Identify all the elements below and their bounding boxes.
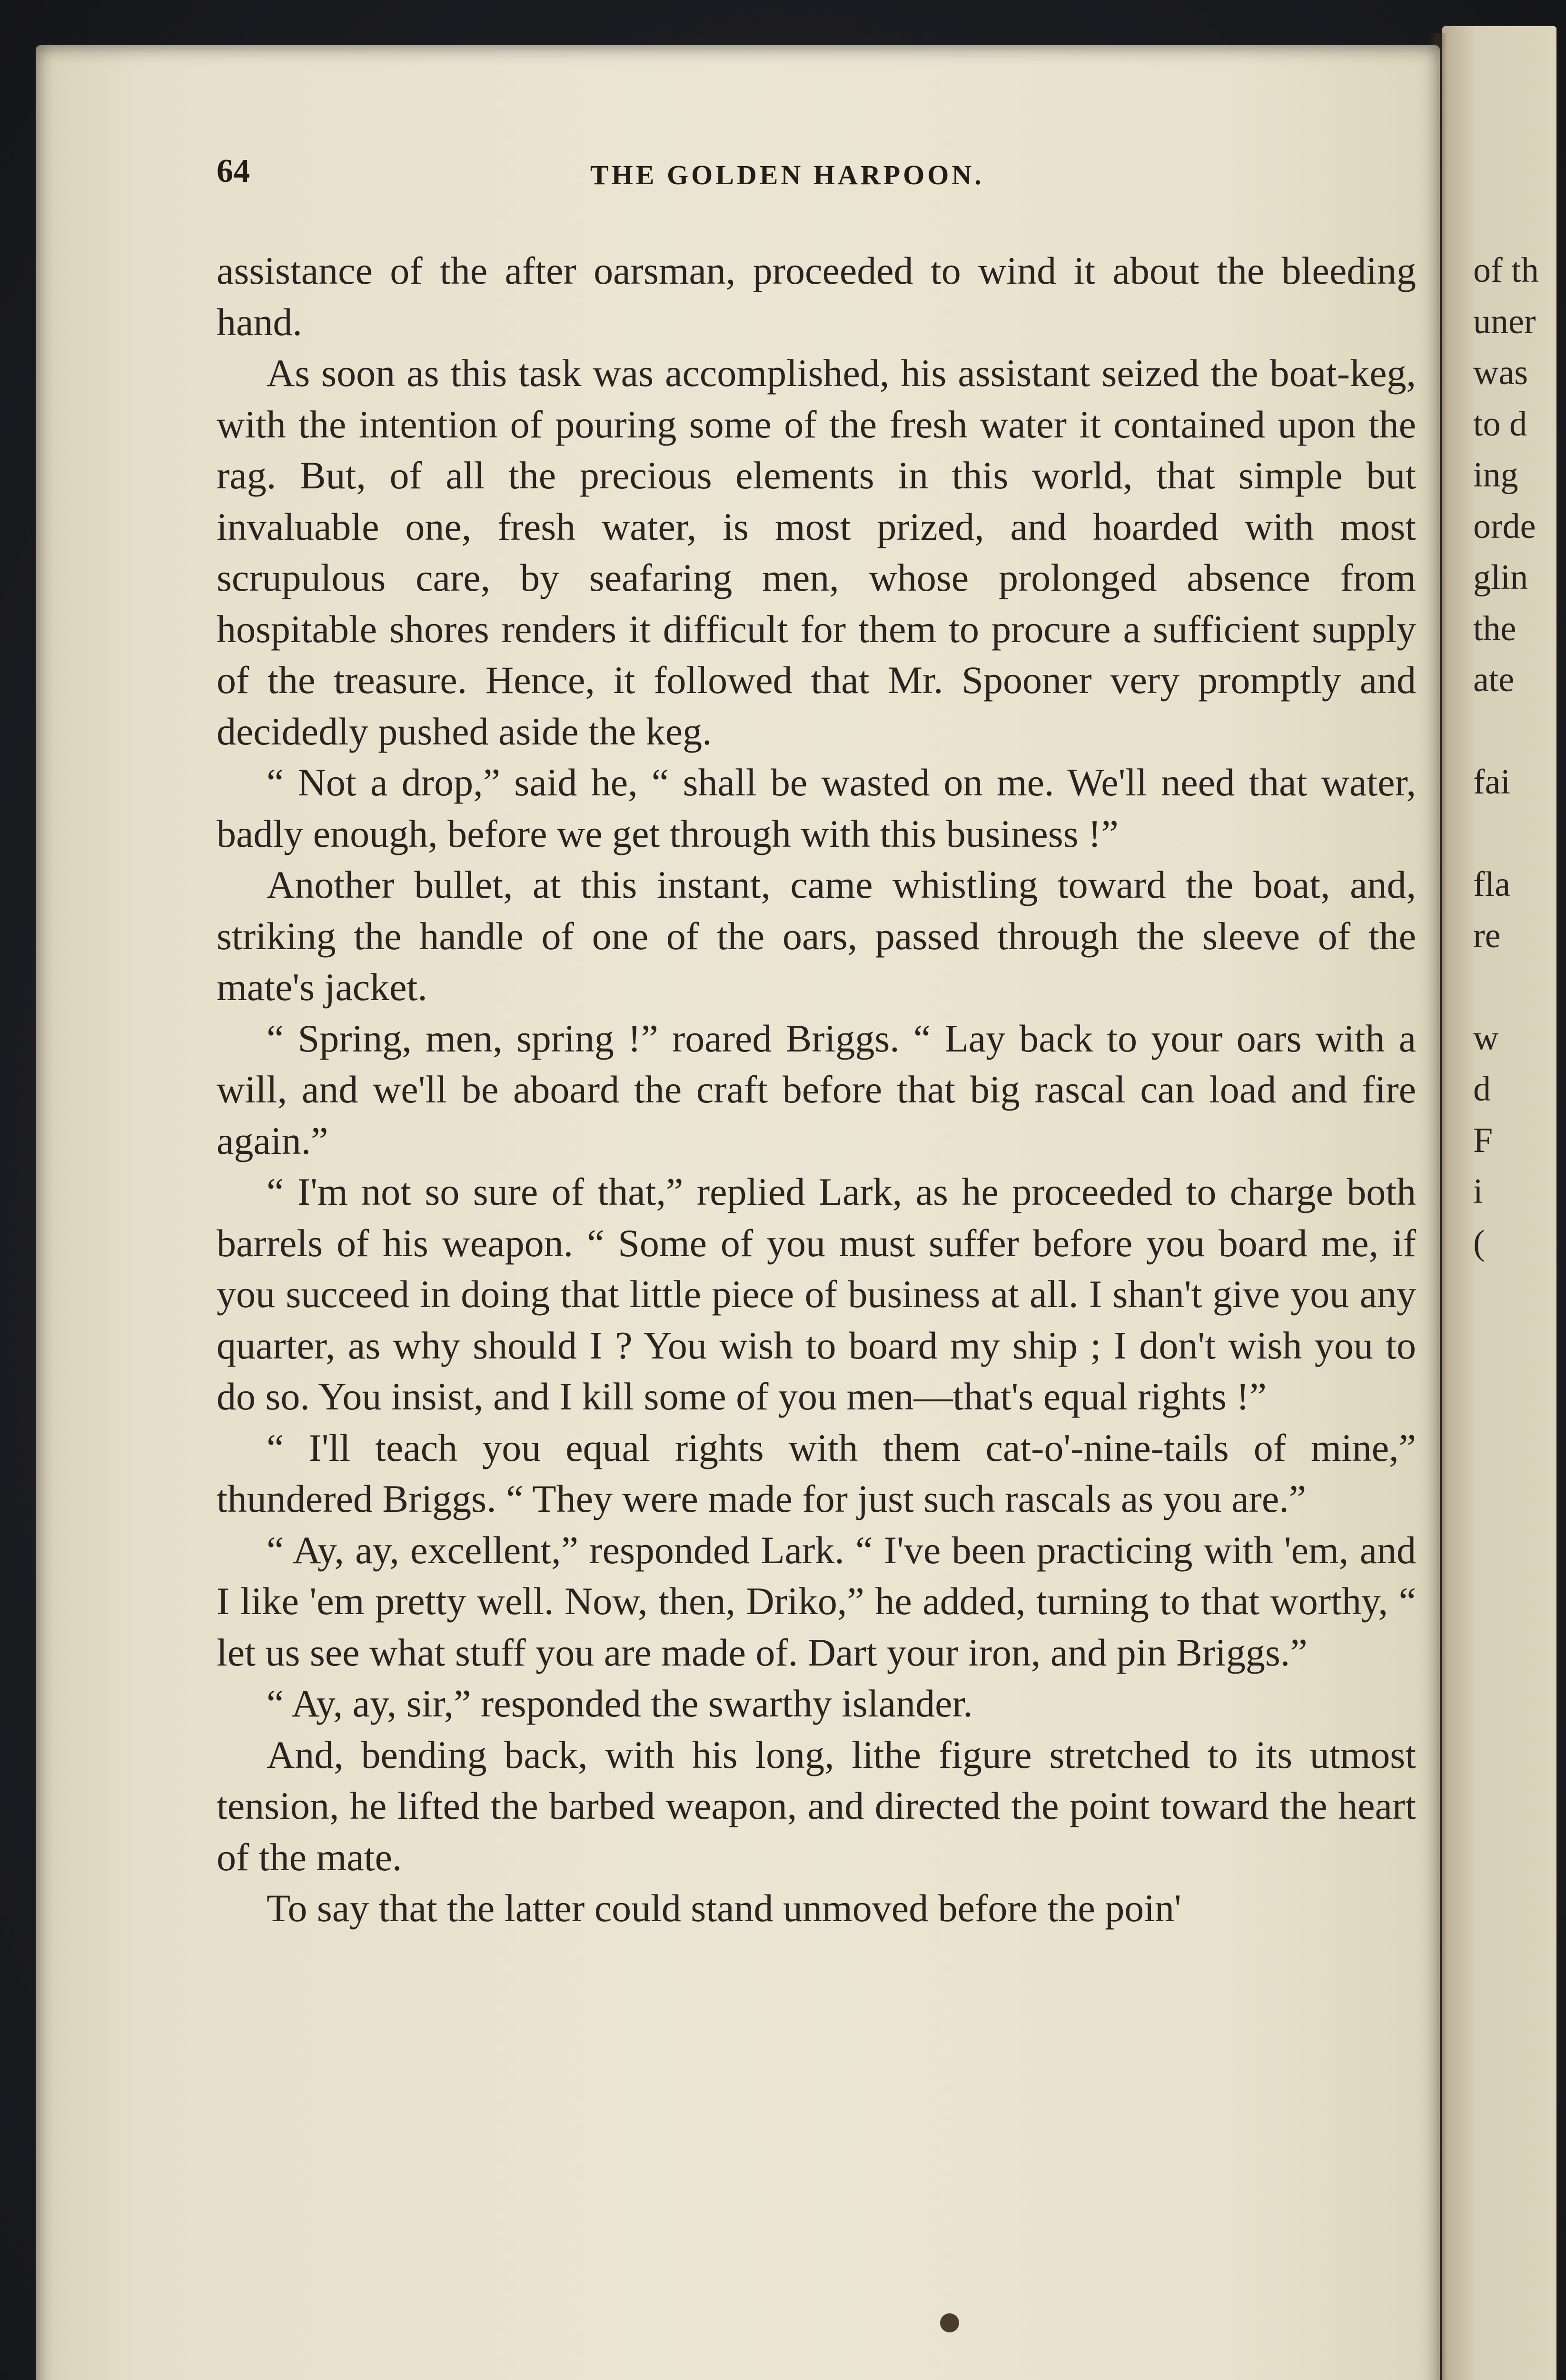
facing-page-line-fragment xyxy=(1473,2241,1554,2292)
facing-page-line-fragment xyxy=(1473,1269,1554,1320)
facing-page-line-fragment xyxy=(1473,1576,1554,1627)
facing-page-line-fragment xyxy=(1473,1934,1554,1985)
facing-page-line-fragment: fai xyxy=(1473,763,1511,802)
facing-page-line-fragment: F xyxy=(1473,1121,1493,1160)
facing-page-line-fragment xyxy=(1473,1525,1554,1576)
facing-page-line-fragment xyxy=(1473,2343,1554,2380)
paragraph: assistance of the after oarsman, proceeded to wind it about the bleeding hand. xyxy=(217,249,1416,344)
facing-page-line-fragment: of th xyxy=(1473,251,1539,290)
facing-page-line-fragment xyxy=(1473,2036,1554,2088)
facing-page-line-fragment: d xyxy=(1473,1070,1491,1109)
facing-page-line-fragment: fla xyxy=(1473,865,1511,904)
facing-page-line-fragment xyxy=(1473,2139,1554,2190)
facing-page-line-fragment: i xyxy=(1473,1172,1483,1211)
facing-page-line-fragment xyxy=(1473,1678,1554,1729)
facing-page-line-fragment xyxy=(1473,808,1554,860)
facing-page-text-fragments xyxy=(1473,245,1554,2380)
paragraph: “ I'm not so sure of that,” replied Lark, as he proceeded to charge both barrels of his weapon. “ Some of you must suffer before you board me, if you succeed in doing that little piece of business at all. I shan't give you any quarter, as why should I ? You wish to board my ship ; I don't wish you to do so. You insist, and I kill some of you men—that's equal rights !” xyxy=(217,1170,1416,1418)
facing-page-line-fragment xyxy=(1473,1729,1554,1781)
facing-page-line-fragment: ing xyxy=(1473,456,1518,495)
facing-page-line-fragment xyxy=(1473,1985,1554,2036)
paragraph: “ Spring, men, spring !” roared Briggs. “ Lay back to your oars with a will, and we'll be aboard the craft before that big rascal can load and fire again.” xyxy=(217,1016,1416,1162)
page-ornament-dot xyxy=(940,2313,959,2332)
facing-page-line-fragment xyxy=(1473,706,1554,757)
paragraph: “ Ay, ay, excellent,” responded Lark. “ I've been practicing with 'em, and I like 'em pretty well. Now, then, Driko,” he added, turning to that worthy, “ let us see what stuff you are made of. Dart your iron, and pin Briggs.” xyxy=(217,1528,1416,1674)
body-text xyxy=(217,245,1416,1934)
facing-page-line-fragment: w xyxy=(1473,1018,1499,1058)
facing-page-line-fragment xyxy=(1473,2292,1554,2343)
facing-page-line-fragment: uner xyxy=(1473,302,1536,341)
facing-page-line-fragment: glin xyxy=(1473,558,1528,597)
paragraph: To say that the latter could stand unmoved before the poin' xyxy=(267,1886,1181,1930)
facing-page-line-fragment xyxy=(1473,1883,1554,1934)
facing-page-line-fragment: to d xyxy=(1473,404,1527,444)
paragraph: “ Ay, ay, sir,” responded the swarthy islander. xyxy=(267,1682,973,1725)
facing-page-line-fragment xyxy=(1473,1320,1554,1371)
facing-page-line-fragment: the xyxy=(1473,609,1516,648)
paragraph: As soon as this task was accomplished, his assistant seized the boat-keg, with the intention of pouring some of the fresh water it contained upon the rag. But, of all the precious elements in this world, that simple but invaluable one, fresh water, is most prized, and hoarded with most scrupulous care, by seafaring men, whose prolonged absence from hospitable shores renders it difficult for them to procure a sufficient supply of the treasure. Hence, it followed that Mr. Spooner very promptly and decidedly pushed aside the keg. xyxy=(217,351,1416,753)
facing-page-line-fragment xyxy=(1473,962,1554,1013)
running-title: THE GOLDEN HARPOON. xyxy=(590,159,984,190)
facing-page-line-fragment xyxy=(1473,2190,1554,2241)
facing-page-line-fragment: re xyxy=(1473,916,1501,955)
facing-page-line-fragment: ( xyxy=(1473,1223,1485,1262)
facing-page-line-fragment: ate xyxy=(1473,660,1515,699)
facing-page-line-fragment xyxy=(1473,1627,1554,1678)
paragraph: Another bullet, at this instant, came whistling toward the boat, and, striking the handle of one of the oars, passed through the sleeve of the mate's jacket. xyxy=(217,863,1416,1009)
paragraph: And, bending back, with his long, lithe figure stretched to its utmost tension, he lifted the barbed weapon, and directed the point toward the heart of the mate. xyxy=(217,1733,1416,1879)
paragraph: “ I'll teach you equal rights with them cat-o'-nine-tails of mine,” thundered Briggs. “ They were made for just such rascals as you are.” xyxy=(217,1426,1416,1520)
facing-page-line-fragment xyxy=(1473,2087,1554,2139)
facing-page-line-fragment xyxy=(1473,1371,1554,1422)
page-number: 64 xyxy=(217,153,250,189)
page-header xyxy=(217,152,1416,195)
facing-page-line-fragment: orde xyxy=(1473,506,1536,546)
paragraph: “ Not a drop,” said he, “ shall be wasted on me. We'll need that water, badly enough, before we get through with this business !” xyxy=(217,761,1416,855)
facing-page-line-fragment xyxy=(1473,1473,1554,1525)
facing-page-line-fragment xyxy=(1473,1780,1554,1832)
facing-page-line-fragment xyxy=(1473,1832,1554,1883)
facing-page-line-fragment: was xyxy=(1473,353,1528,392)
facing-page-line-fragment xyxy=(1473,1422,1554,1474)
